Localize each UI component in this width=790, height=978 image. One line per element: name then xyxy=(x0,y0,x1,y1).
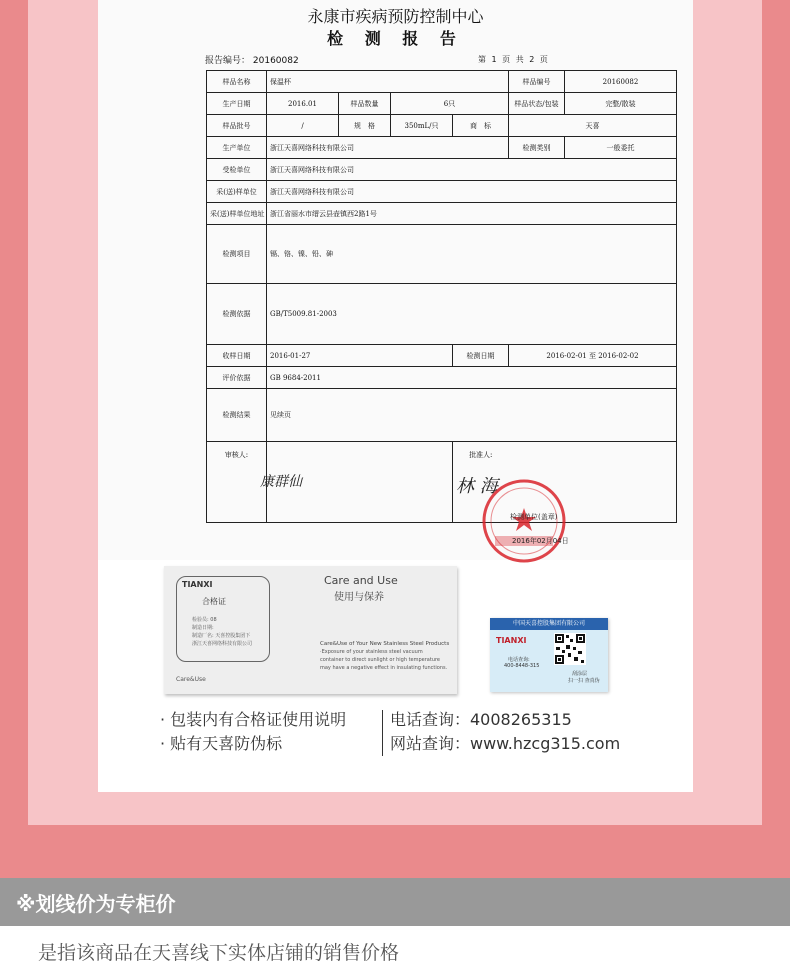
price-notice-title: ※划线价为专柜价 xyxy=(16,892,176,916)
care-use-body-title: Care&Use of Your New Stainless Steel Products xyxy=(320,641,450,647)
table-row xyxy=(207,71,677,93)
price-notice-footer xyxy=(0,926,790,978)
certificate-title: 合格证 xyxy=(202,597,226,606)
brand-value: 天喜 xyxy=(509,115,677,137)
reviewer-signature: 康群仙 xyxy=(260,474,302,490)
spec-value: 350mL/只 xyxy=(391,115,453,137)
site-label: 采(送)样单位地址 xyxy=(207,203,267,225)
table-row xyxy=(207,93,677,115)
result-label: 检测结果 xyxy=(207,389,267,442)
site-value: 浙江省丽水市缙云县壶镇西2路1号 xyxy=(267,203,677,225)
certificate-line: 检验员: 08 xyxy=(192,617,217,623)
result-value: 见续页 xyxy=(267,389,677,442)
report-org-name: 永康市疾病预防控制中心 xyxy=(307,7,484,26)
recv-date-value: 2016-01-27 xyxy=(267,345,453,367)
phone-query: 电话查询：4008265315 xyxy=(390,710,572,729)
anti-counterfeit-label xyxy=(490,618,608,692)
eval-value: GB 9684-2011 xyxy=(267,367,677,389)
spec-label: 规 格 xyxy=(339,115,391,137)
sample-code-value: 20160082 xyxy=(565,71,677,93)
prod-date-label: 生产日期 xyxy=(207,93,267,115)
approver-signature: 林 海 xyxy=(456,476,498,497)
test-report-document xyxy=(98,0,693,560)
table-row xyxy=(207,345,677,367)
qr-code-icon xyxy=(554,633,586,665)
report-number-label: 报告编号： xyxy=(205,56,251,66)
table-row xyxy=(207,181,677,203)
website-query: 网站查询：www.hzcg315.com xyxy=(390,734,621,753)
client-label: 受检单位 xyxy=(207,159,267,181)
prod-date-value: 2016.01 xyxy=(267,93,339,115)
note-item: · 包装内有合格证使用说明 xyxy=(160,710,347,729)
table-row xyxy=(207,367,677,389)
basis-value: GB/T5009.81-2003 xyxy=(267,284,677,345)
items-value: 镉、铬、镍、铅、砷 xyxy=(267,225,677,284)
table-row xyxy=(207,284,677,345)
basis-label: 检测依据 xyxy=(207,284,267,345)
test-type-label: 检测类别 xyxy=(509,137,565,159)
report-page-info: 第 1 页 共 2 页 xyxy=(478,55,548,64)
approver-label: 批准人: xyxy=(453,442,509,523)
content-page xyxy=(98,0,693,792)
qty-label: 样品数量 xyxy=(339,93,391,115)
test-date-value: 2016-02-01 至 2016-02-02 xyxy=(509,345,677,367)
table-row xyxy=(207,389,677,442)
producer-value: 浙江天喜网络科技有限公司 xyxy=(267,137,509,159)
care-use-line: container to direct sunlight or high temperature xyxy=(320,657,441,663)
label-header: 中国天喜控股集团有限公司 xyxy=(490,618,608,630)
care-use-title: Care and Use xyxy=(324,574,398,587)
notes-divider xyxy=(382,710,383,756)
report-table xyxy=(206,70,677,523)
table-row xyxy=(207,203,677,225)
note-item: · 贴有天喜防伪标 xyxy=(160,734,283,753)
stamp-unit-text: 检测单位(盖章) xyxy=(510,513,558,521)
certificate-line: 浙江天喜网络科技有限公司 xyxy=(192,641,253,647)
eval-label: 评价依据 xyxy=(207,367,267,389)
table-row xyxy=(207,225,677,284)
label-phone-number: 400-8448-315 xyxy=(504,663,540,669)
package-notes xyxy=(160,708,346,756)
sender-value: 浙江天喜网络科技有限公司 xyxy=(267,181,677,203)
care-use-subtitle: 使用与保养 xyxy=(334,592,384,603)
brand-label: 商 标 xyxy=(453,115,509,137)
report-number xyxy=(205,53,299,66)
sample-name-label: 样品名称 xyxy=(207,71,267,93)
test-date-label: 检测日期 xyxy=(453,345,509,367)
table-row xyxy=(207,115,677,137)
label-scratch-text: 刮涂层 xyxy=(572,671,588,677)
certificate-lines xyxy=(192,616,292,648)
client-value: 浙江天喜网络科技有限公司 xyxy=(267,159,677,181)
report-title: 检 测 报 告 xyxy=(327,29,464,48)
label-scan-text: 扫一扫 查真伪 xyxy=(568,678,600,684)
certificate-line: 制造日期: xyxy=(192,625,214,631)
label-phone-label: 电话查询: xyxy=(508,657,530,663)
stamp-date-text: 2016年02月04日 xyxy=(512,537,569,545)
price-notice-banner xyxy=(0,878,790,926)
reviewer-label: 审核人: xyxy=(207,442,267,523)
certificate-line: 制造厂名: 天喜控股集团下 xyxy=(192,633,251,639)
batch-value: / xyxy=(267,115,339,137)
sender-label: 采(送)样单位 xyxy=(207,181,267,203)
items-label: 检测项目 xyxy=(207,225,267,284)
producer-label: 生产单位 xyxy=(207,137,267,159)
state-value: 完整/散装 xyxy=(565,93,677,115)
recv-date-label: 收样日期 xyxy=(207,345,267,367)
table-row xyxy=(207,159,677,181)
sample-code-label: 样品编号 xyxy=(509,71,565,93)
qty-value: 6只 xyxy=(391,93,509,115)
report-number-value: 20160082 xyxy=(252,56,299,66)
table-row xyxy=(207,137,677,159)
contact-notes xyxy=(390,708,620,756)
label-brand-logo: TIANXI xyxy=(496,636,527,645)
test-type-value: 一般委托 xyxy=(565,137,677,159)
care-use-line: may have a negative effect in insulating functions. xyxy=(320,665,448,671)
batch-label: 样品批号 xyxy=(207,115,267,137)
price-notice-description: 是指该商品在天喜线下实体店铺的销售价格 xyxy=(38,942,400,964)
sample-name-value: 保温杯 xyxy=(267,71,509,93)
certificate-card xyxy=(164,566,457,694)
care-use-line: ·Exposure of your stainless steel vacuum xyxy=(320,649,423,655)
care-use-footer: Care&Use xyxy=(176,676,206,683)
tianxi-logo: TIANXI xyxy=(182,580,213,589)
care-use-body xyxy=(320,640,452,672)
state-label: 样品状态/包装 xyxy=(509,93,565,115)
